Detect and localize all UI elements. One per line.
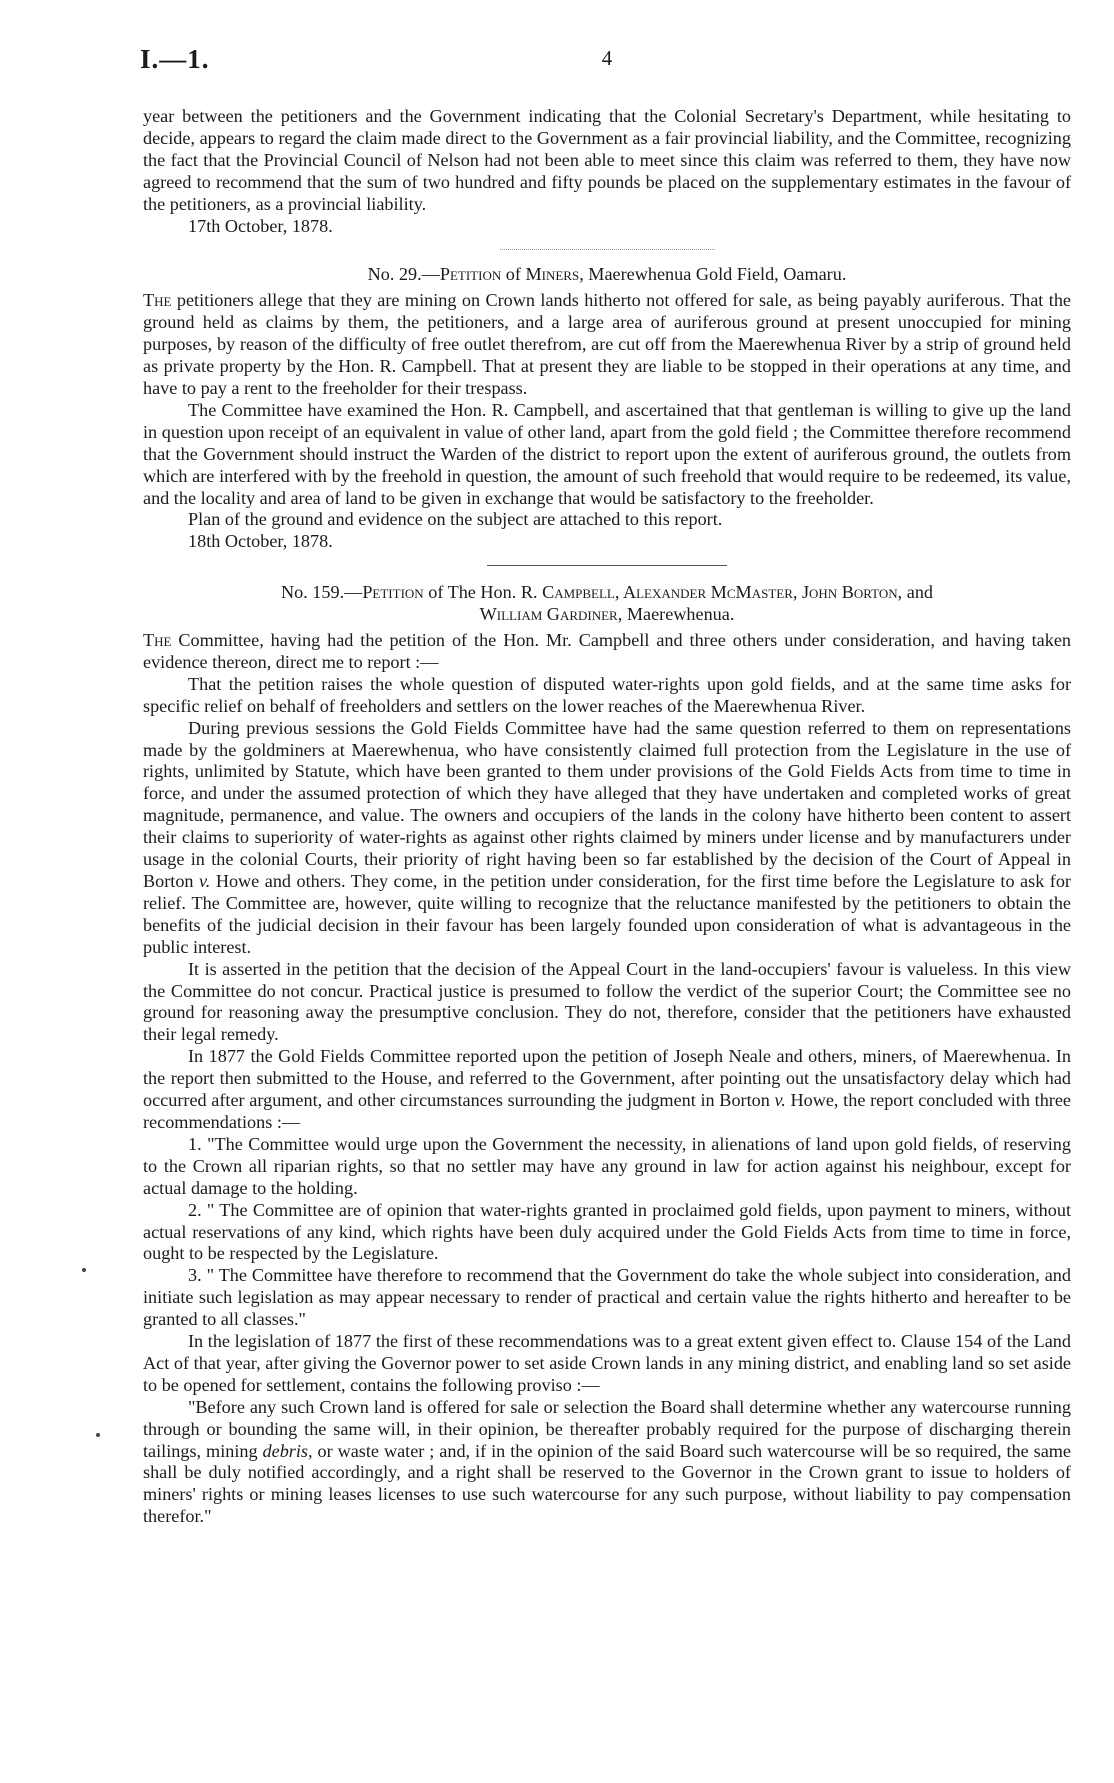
paragraph <box>143 718 1071 959</box>
paragraph-text: petitioners allege that they are mining on Crown lands hitherto not offered for sale, as being payably auriferous. That the ground held as claims by them, the petitioners, and a large area of auriferous ground at present unoccupied for mining purposes, by reason of the difficulty of free outlet therefrom, are cut off from the Maerewhenua River by a strip of ground held as private property by the Hon. R. Campbell. That at present they are liable to be stopped in their operations at any time, and have to pay a rent to the freeholder for their trespass. <box>143 290 1071 398</box>
section-title-159 <box>143 582 1071 626</box>
recommendation-1: 1. "The Committee would urge upon the Government the necessity, in alienations of land upon gold fields, of reserving to the Crown all riparian rights, so that no settler may have any ground in law for action against his neighbour, except for actual damage to the holding. <box>143 1133 1071 1198</box>
paragraph-text: In 1877 the Gold Fields Committee reported upon the petition of Joseph Neale and others, miners, of Maerewhenua. In the report then submitted to the House, and referred to the Government, after pointing out the unsatisfactory delay which had occurred after argument, and other circumstances surrounding the judgment in Borton <box>143 1046 1071 1111</box>
recommendation-3: 3. " The Committee have therefore to recommend that the Government do take the whole subject into consideration, and initiate such legislation as may appear necessary to render of practical and certain value the rights hitherto and hereafter to be granted to all classes." <box>143 1265 1071 1330</box>
paragraph-text: Committee, having had the petition of the Hon. Mr. Campbell and three others under consideration, and having taken evidence thereon, direct me to report :— <box>143 630 1071 672</box>
paragraph: It is asserted in the petition that the decision of the Appeal Court in the land-occupiers' favour is valueless. In this view the Committee do not concur. Practical justice is presumed to follow the verdict of the superior Court; the Committee see no ground for reasoning away the presumptive conclusion. They do not, therefore, consider that the petitioners have exhausted their legal remedy. <box>143 958 1071 1045</box>
recommendation-2: 2. " The Committee are of opinion that water-rights granted in proclaimed gold fields, upon payment to miners, without actual reservations of any kind, which rights have been duly acquired under the Gold Fields Acts from time to time in force, ought to be respected by the Legislature. <box>143 1199 1071 1264</box>
title-caps: Petition <box>362 582 424 603</box>
date-line: 17th October, 1878. <box>188 215 333 236</box>
paragraph <box>143 630 1071 674</box>
title-caps: William Gardiner, <box>479 604 623 625</box>
paragraph <box>143 1046 1071 1134</box>
title-caps: Petition <box>439 264 502 285</box>
title-text: and <box>902 582 934 603</box>
paper-reference: I.—1. <box>140 44 210 74</box>
paragraph: The Committee have examined the Hon. R. Campbell, and ascertained that that gentleman is willing to give up the land in question upon receipt of an equivalent in value of other land, apart from the gold field ; the Committee therefore recommend that the Government should instruct the Warden of the district to report upon the extent of auriferous ground, the outlets from which are interfered with by the freehold in question, the amount of such freehold that would require to be redeemed, its value, and the locality and area of land to be given in exchange that would be satisfactory to the freeholder. <box>143 399 1071 508</box>
quote-text: "Before any such Crown land is offered for sale or selection the Board shall determine whether any watercourse running through or bounding the same will, in their opinion, be thereafter probably required for the purpose of discharging therein tailings, mining <box>143 1396 1071 1461</box>
versus-italic: v. <box>199 871 211 891</box>
page-number: 4 <box>601 46 613 70</box>
section-title-29 <box>143 264 1071 286</box>
margin-dot <box>82 1268 86 1272</box>
paragraph: Plan of the ground and evidence on the subject are attached to this report. <box>188 509 723 530</box>
versus-italic: v. <box>774 1090 786 1111</box>
lead-word: The <box>143 630 172 651</box>
quote-italic: debris, <box>262 1440 313 1461</box>
paragraph: That the petition raises the whole question of disputed water-rights upon gold fields, and at the same time asks for specific relief on behalf of freeholders and settlers on the lower reaches of the Maerewhenua River. <box>143 673 1071 716</box>
margin-dot <box>96 1433 100 1437</box>
title-text: of The Hon. <box>423 582 521 603</box>
title-text: , Maerewhenua Gold Field, Oamaru. <box>579 264 847 285</box>
title-prefix: No. 29.— <box>367 264 440 285</box>
paragraph <box>143 290 1071 400</box>
lead-word: The <box>143 290 172 311</box>
paragraph: In the legislation of 1877 the first of these recommendations was to a great extent given effect to. Clause 154 of the Land Act of that year, after giving the Governor power to set aside Crown lands in any mining district, and enabling land so set aside to be opened for settlement, contains the following proviso :— <box>143 1331 1071 1395</box>
separator-rule <box>500 249 715 250</box>
page-header <box>140 44 1074 84</box>
separator-rule <box>487 565 727 566</box>
quote-text: or waste water ; and, if in the opinion of the said Board such watercourse will be so required, the same shall be duly notified accordingly, and a right shall be reserved to the Governor in the Crown grant to issue to holders of miners' rights or mining leases licenses to use such watercourse for any such purpose, without liability to pay compensation therefor." <box>143 1440 1071 1527</box>
paragraph-text: Howe, the report concluded with three recommendations :— <box>143 1090 1071 1132</box>
page-body <box>143 106 1071 1528</box>
quoted-proviso <box>143 1397 1071 1528</box>
intro-paragraph: year between the petitioners and the Government indicating that the Colonial Secretary's Department, while hesitating to decide, appears to regard the claim made direct to the Government as a fair provincial liability, and the Committee, recognizing the fact that the Provincial Council of Nelson had not been able to meet since this claim was referred to them, they have now agreed to recommend that the sum of two hundred and fifty pounds be placed on the supplementary estimates in the favour of the petitioners, as a provincial liability. <box>143 106 1071 214</box>
paragraph-text: During previous sessions the Gold Fields Committee have had the same question referred to them on representations made by the goldminers at Maerewhenua, who have consistently claimed full protection from the Legislature in the use of rights, unlimited by Statute, which have been granted to them under provisions of the Gold Fields Acts from time to time in force, and under the assumed protection of which they have alleged that they have undertaken and completed works of great magnitude, permanence, and value. The owners and occupiers of the lands in the colony have hitherto been content to assert their claims to superiority of water-rights as against other rights claimed by miners under license and by manufacturers under usage in the colonial Courts, their priority of right having been so far established by the decision of the Court of Appeal in Borton <box>143 717 1071 891</box>
title-prefix: No. 159.— <box>280 582 363 603</box>
title-caps: Miners <box>525 264 580 285</box>
paragraph-text: Howe and others. They come, in the petition under consideration, for the first time before the Legislature to ask for relief. The Committee are, however, quite willing to recognize that the reluctance manifested by the petitioners to obtain the benefits of the judicial decision in their favour has been largely founded upon consideration of what is advantageous in the public interest. <box>143 871 1071 957</box>
date-line: 18th October, 1878. <box>188 531 333 552</box>
title-text: Maerewhenua. <box>622 604 735 625</box>
title-text: of <box>501 264 526 285</box>
title-caps: R. Campbell, Alexander McMaster, John Borton, <box>520 582 903 603</box>
